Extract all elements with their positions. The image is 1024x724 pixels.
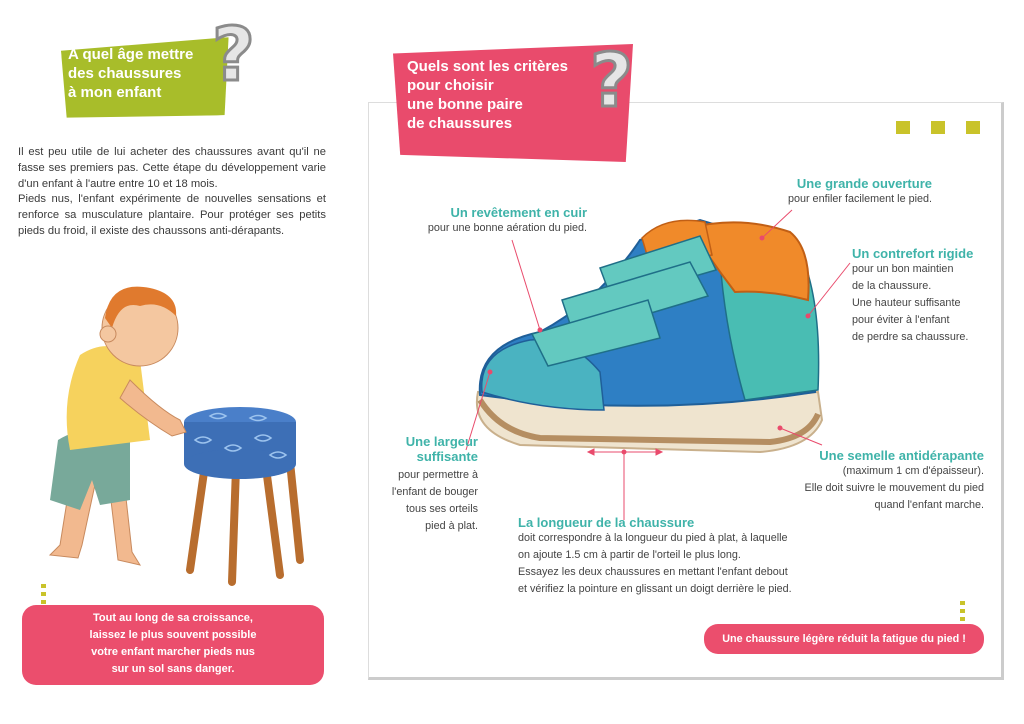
criterion-desc: doit correspondre à la longueur du pied à plat, à laquelle <box>518 532 788 544</box>
criterion-revetement <box>407 205 587 237</box>
criterion-desc: Elle doit suivre le mouvement du pied <box>804 482 984 494</box>
criterion-largeur <box>370 434 478 535</box>
criterion-longueur <box>518 515 838 598</box>
right-title-line: Quels sont les critères <box>407 58 568 75</box>
criterion-desc: Une hauteur suffisante <box>852 297 961 309</box>
tip-line: laissez le plus souvent possible <box>89 629 257 641</box>
tip-line: votre enfant marcher pieds nus <box>91 646 255 658</box>
criterion-label: Une largeur <box>405 434 478 449</box>
criterion-desc: on ajoute 1.5 cm à partir de l'orteil le plus long. <box>518 549 741 561</box>
criterion-desc: quand l'enfant marche. <box>874 499 984 511</box>
intro-paragraph: Il est peu utile de lui acheter des chaussures avant qu'il ne fasse ses premiers pas. Cette étape du développement varie d'un enfant à l'autre entre 10 et 18 mois. <box>18 146 326 190</box>
criterion-desc: pour éviter à l'enfant <box>852 314 950 326</box>
criterion-label: Un revêtement en cuir <box>450 205 587 220</box>
criterion-label: Une grande ouverture <box>796 176 932 191</box>
decor-dot <box>960 609 965 613</box>
criterion-desc: tous ses orteils <box>405 503 478 515</box>
criterion-desc: pour permettre à <box>398 469 478 481</box>
criterion-ouverture <box>760 176 932 208</box>
criterion-label: suffisante <box>416 449 478 464</box>
tip-line: sur un sol sans danger. <box>111 663 235 675</box>
criterion-desc: et vérifiez la pointure en glissant un doigt derrière le pied. <box>518 583 792 595</box>
question-mark-icon: ? <box>212 12 255 98</box>
criterion-desc: pour enfiler facilement le pied. <box>787 193 932 205</box>
criterion-label: Une semelle antidérapante <box>819 448 984 463</box>
criterion-desc: pour une bonne aération du pied. <box>427 222 587 234</box>
tip-line: Tout au long de sa croissance, <box>93 612 253 624</box>
left-title-line: des chaussures <box>68 65 182 82</box>
criterion-semelle <box>762 448 984 514</box>
right-title-line: une bonne paire <box>407 96 523 113</box>
criterion-label: Un contrefort rigide <box>852 246 974 261</box>
intro-paragraph: Pieds nus, l'enfant expérimente de nouvelles sensations et renforce sa musculature plantaire. Pour protéger ses petits pieds du froid, il existe des chaussons anti-dérapants. <box>18 193 326 237</box>
criterion-desc: l'enfant de bouger <box>391 486 478 498</box>
left-title-line: A quel âge mettre <box>68 46 194 63</box>
criterion-desc: (maximum 1 cm d'épaisseur). <box>842 465 984 477</box>
tip-bubble-right: Une chaussure légère réduit la fatigue du pied ! <box>704 624 984 654</box>
question-mark-icon: ? <box>590 38 633 124</box>
right-title-line: de chaussures <box>407 115 513 132</box>
criterion-desc: Essayez les deux chaussures en mettant l'enfant debout <box>518 566 788 578</box>
decor-dot <box>960 617 965 621</box>
criterion-label: La longueur de la chaussure <box>518 515 695 530</box>
right-title-line: pour choisir <box>407 77 494 94</box>
decor-dot <box>960 601 965 605</box>
criterion-desc: pied à plat. <box>425 520 478 532</box>
criterion-desc: de la chaussure. <box>852 280 932 292</box>
criterion-desc: de perdre sa chaussure. <box>852 331 969 343</box>
criterion-desc: pour un bon maintien <box>852 263 954 275</box>
criterion-contrefort <box>852 246 1002 346</box>
left-title-line: à mon enfant <box>68 84 162 101</box>
